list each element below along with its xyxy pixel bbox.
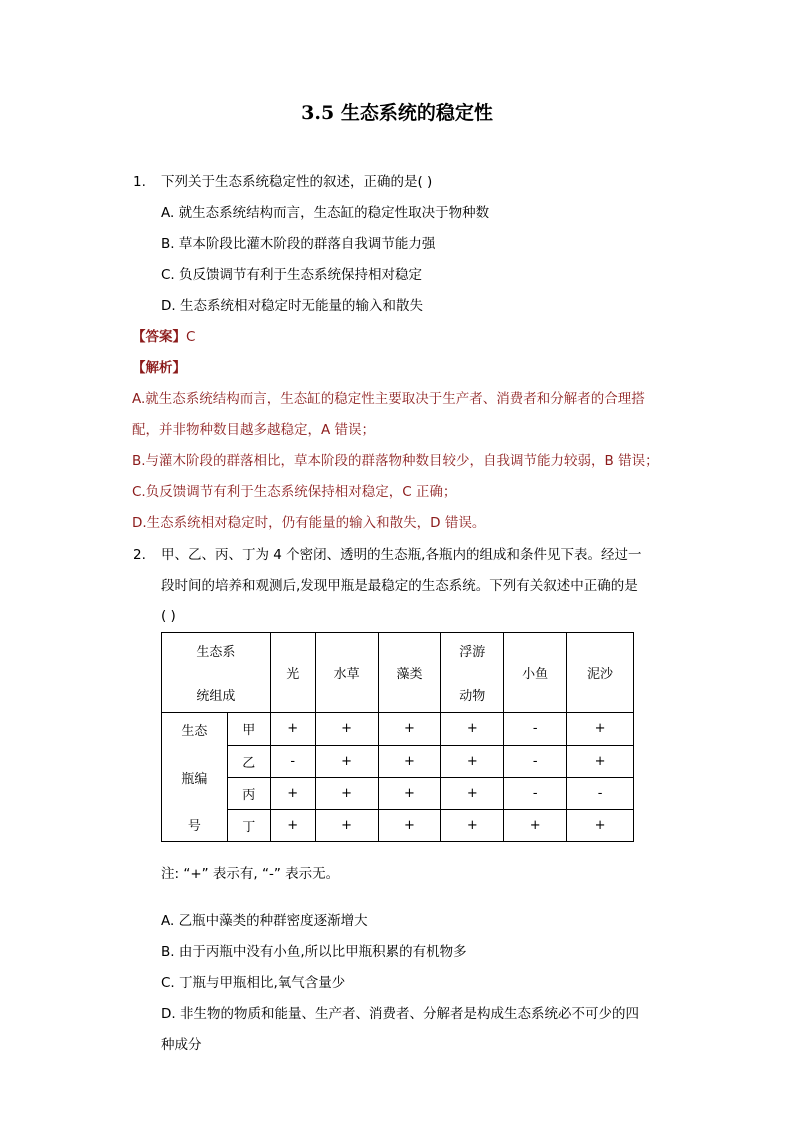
column-header [441, 633, 504, 713]
table-cell: + [441, 777, 504, 809]
table-cell: + [270, 777, 315, 809]
table-corner-cell [162, 633, 271, 713]
question-2-stem-line-1: 甲、乙、丙、丁为 4 个密闭、透明的生态瓶,各瓶内的组成和条件见下表。经过一 [161, 547, 642, 563]
analysis-label: 【解析】 [132, 360, 186, 376]
column-header-line: 浮游 [459, 645, 486, 660]
analysis-line-5: D.生态系统相对稳定时，仍有能量的输入和散失，D 错误。 [132, 515, 486, 531]
question-2-option-c: C. 丁瓶与甲瓶相比,氧气含量少 [161, 975, 346, 991]
question-1-option-a: A. 就生态系统结构而言，生态缸的稳定性取决于物种数 [161, 205, 490, 221]
corner-label-bottom: 统组成 [196, 689, 236, 705]
table-cell: + [315, 713, 378, 745]
table-cell: + [378, 777, 441, 809]
table-cell: + [378, 713, 441, 745]
question-2-option-d-line-1: D. 非生物的物质和能量、生产者、消费者、分解者是构成生态系统必不可少的四 [161, 1006, 639, 1022]
answer-line [132, 327, 195, 347]
question-1-option-d: D. 生态系统相对稳定时无能量的输入和散失 [161, 298, 423, 314]
table-row [162, 745, 634, 777]
column-header: 藻类 [378, 633, 441, 713]
column-header: 水草 [315, 633, 378, 713]
table-cell: - [504, 713, 567, 745]
corner-label-top: 生态系 [196, 645, 236, 660]
table-cell: + [378, 809, 441, 841]
question-1-option-b: B. 草本阶段比灌木阶段的群落自我调节能力强 [161, 236, 436, 252]
row-group-label-top: 生态 [181, 724, 208, 740]
page-title: 3.5 生态系统的稳定性 [301, 102, 493, 124]
question-1-stem: 下列关于生态系统稳定性的叙述，正确的是( ) [161, 174, 433, 190]
question-2-number: 2. [133, 547, 146, 563]
question-2-option-a: A. 乙瓶中藻类的种群密度逐渐增大 [161, 913, 368, 929]
table-cell: + [315, 809, 378, 841]
table-row [162, 713, 634, 745]
column-header: 光 [270, 633, 315, 713]
row-name: 乙 [227, 745, 270, 777]
column-header: 泥沙 [567, 633, 634, 713]
row-group-label-mid: 瓶编 [181, 771, 208, 787]
table-row [162, 777, 634, 809]
table-cell: - [270, 745, 315, 777]
analysis-line-1: A.就生态系统结构而言，生态缸的稳定性主要取决于生产者、消费者和分解者的合理搭 [132, 391, 645, 407]
question-2-stem-line-3: ( ) [161, 608, 176, 624]
row-group-label-bottom: 号 [187, 819, 201, 835]
question-2-option-b: B. 由于丙瓶中没有小鱼,所以比甲瓶积累的有机物多 [161, 944, 467, 960]
table-cell: + [567, 713, 634, 745]
row-name: 丙 [227, 777, 270, 809]
analysis-line-4: C.负反馈调节有利于生态系统保持相对稳定，C 正确； [132, 484, 457, 500]
row-group-header [162, 713, 228, 842]
table-cell: - [567, 777, 634, 809]
question-1-number: 1. [133, 174, 146, 190]
table-cell: + [441, 713, 504, 745]
table-cell: + [270, 809, 315, 841]
question-2-option-d-line-2: 种成分 [161, 1037, 202, 1053]
row-name: 甲 [227, 713, 270, 745]
table-row [162, 809, 634, 841]
answer-label: 【答案】 [132, 329, 186, 345]
analysis-line-2: 配，并非物种数目越多越稳定，A 错误； [132, 422, 376, 438]
column-header-line: 动物 [459, 689, 486, 705]
question-1-option-c: C. 负反馈调节有利于生态系统保持相对稳定 [161, 267, 423, 283]
answer-value: C [186, 329, 196, 345]
table-note: 注: “+” 表示有, “-” 表示无。 [161, 866, 340, 882]
table-cell: + [567, 809, 634, 841]
table-cell: - [504, 777, 567, 809]
table-cell: + [441, 809, 504, 841]
table-cell: + [567, 745, 634, 777]
table-cell: + [315, 745, 378, 777]
table-header-row [162, 633, 634, 713]
table-cell: + [315, 777, 378, 809]
table-cell: + [378, 745, 441, 777]
row-name: 丁 [227, 809, 270, 841]
column-header: 小鱼 [504, 633, 567, 713]
ecosystem-bottle-table [161, 632, 634, 842]
table-cell: + [270, 713, 315, 745]
table-cell: + [441, 745, 504, 777]
question-2-stem-line-2: 段时间的培养和观测后,发现甲瓶是最稳定的生态系统。下列有关叙述中正确的是 [161, 578, 638, 594]
table-cell: - [504, 745, 567, 777]
table-cell: + [504, 809, 567, 841]
analysis-line-3: B.与灌木阶段的群落相比，草本阶段的群落物种数目较少，自我调节能力较弱，B 错误； [132, 453, 659, 469]
